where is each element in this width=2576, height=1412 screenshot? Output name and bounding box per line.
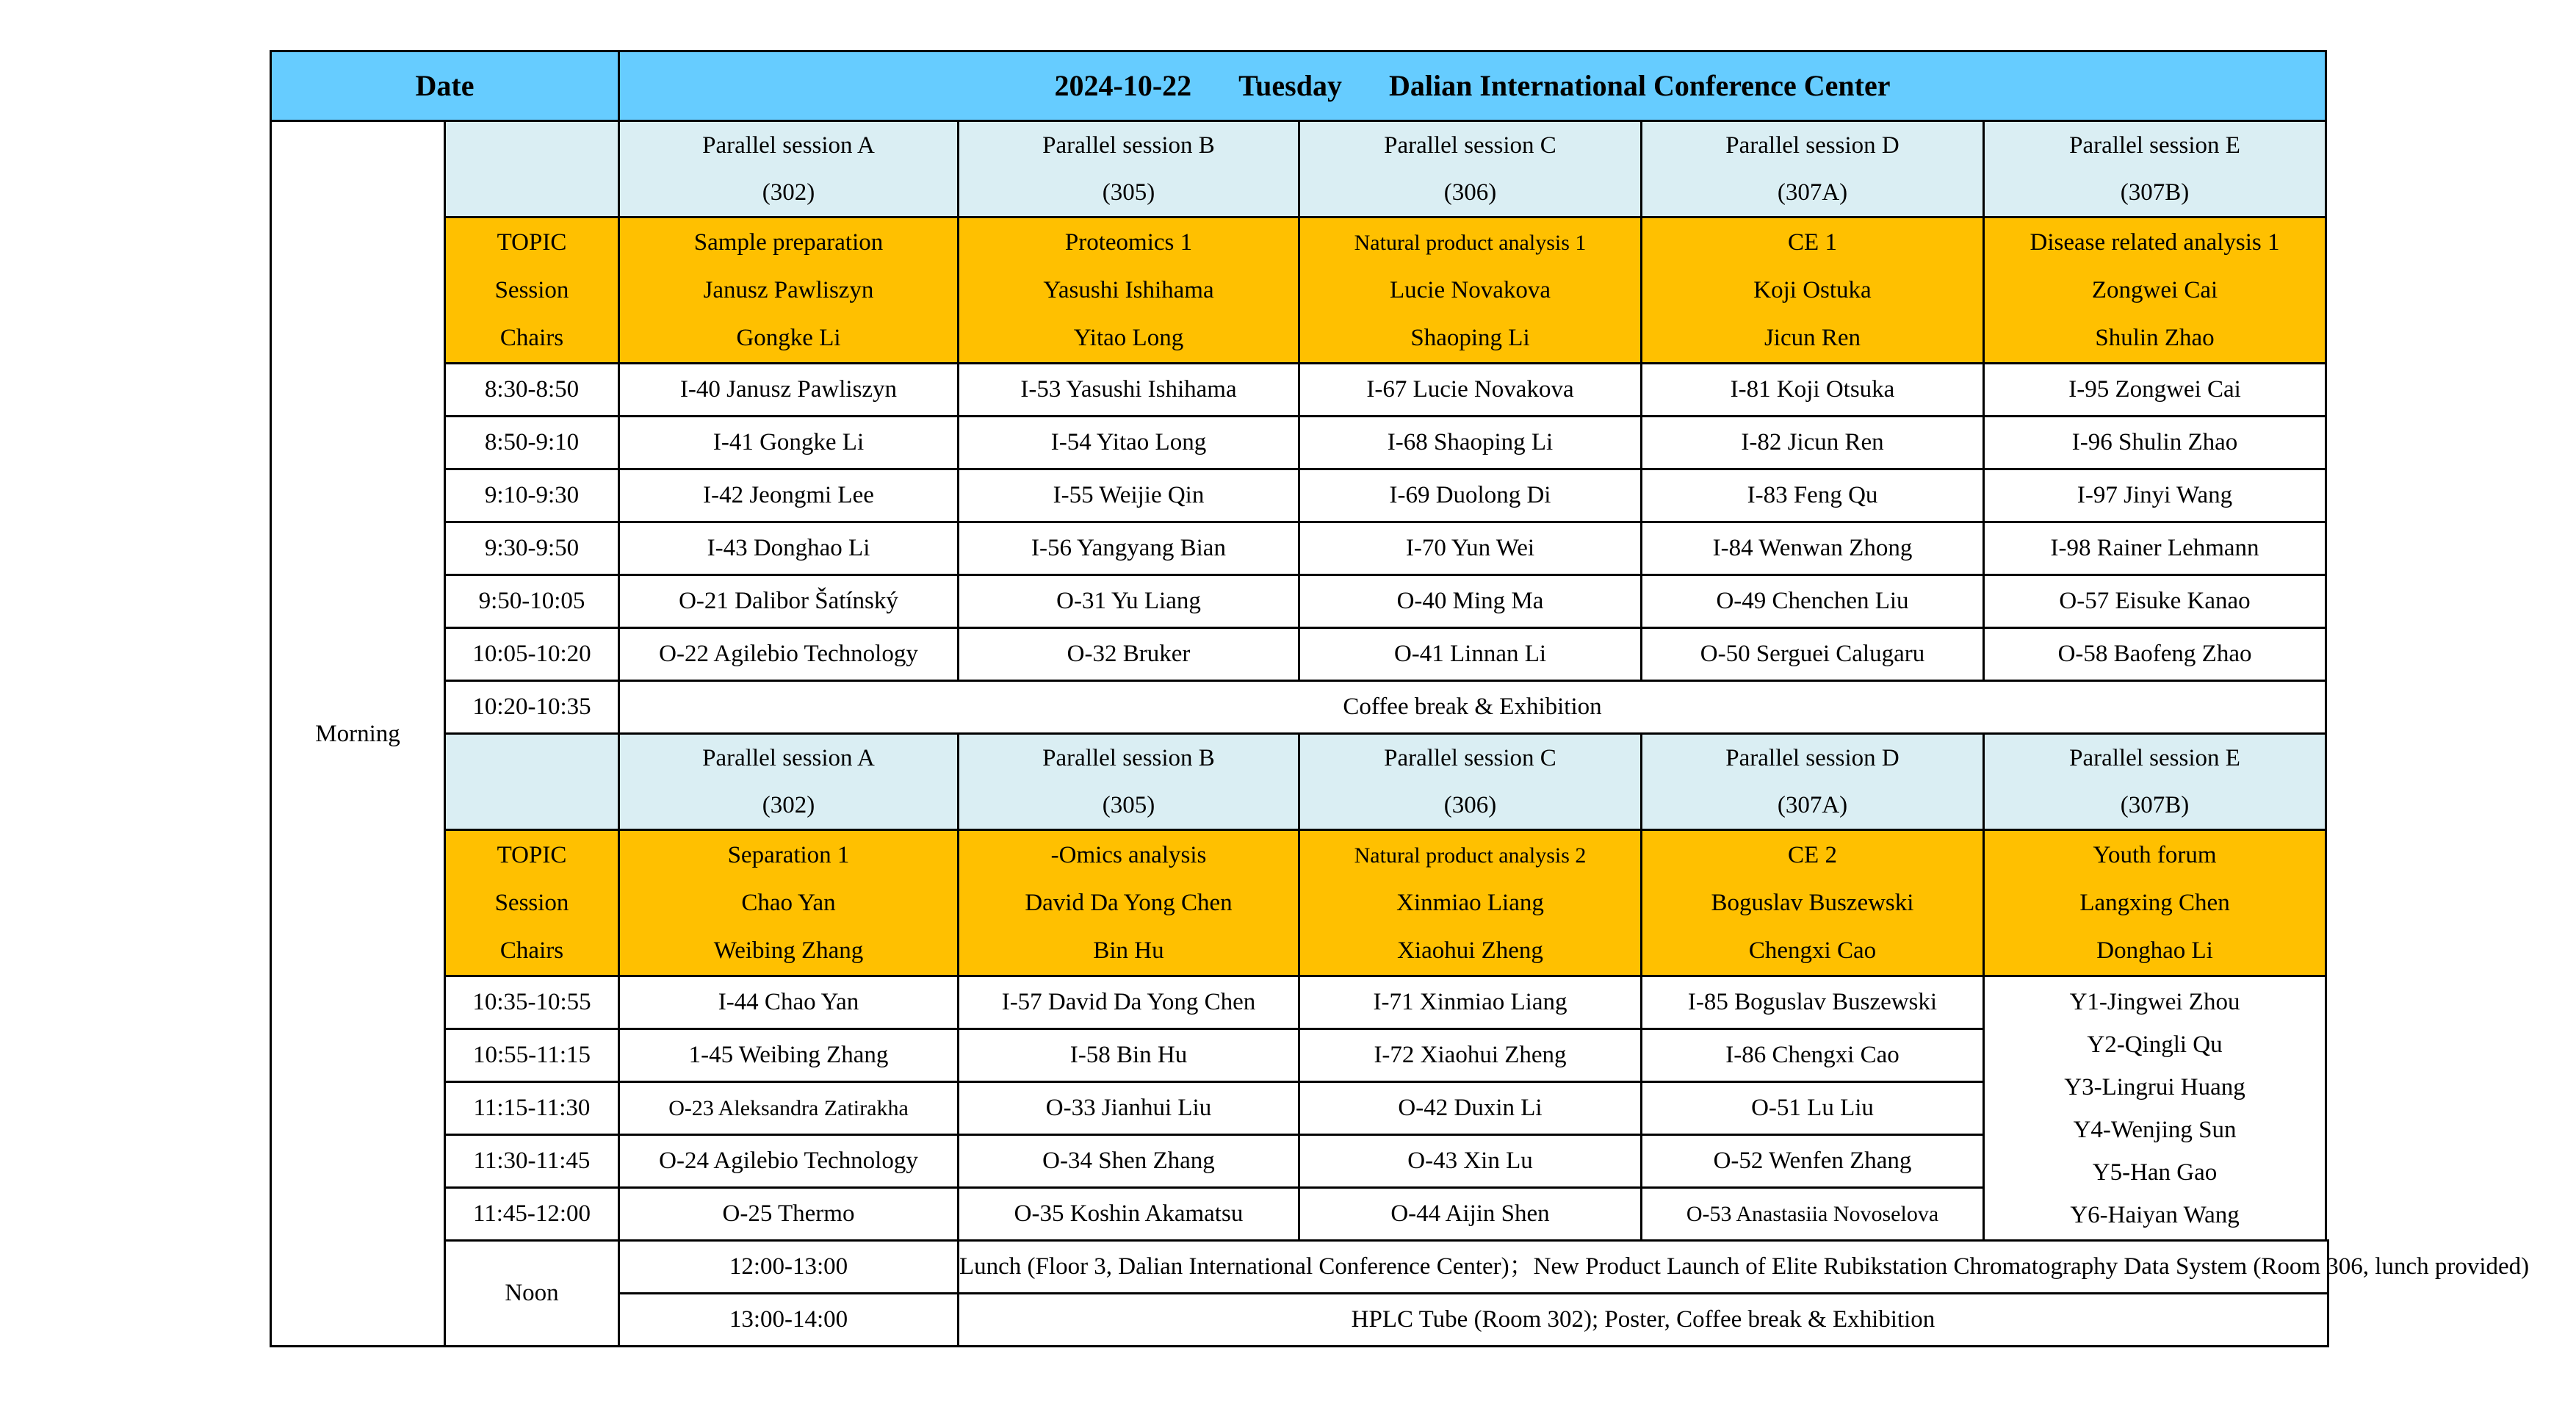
- chair-name: Koji Ostuka: [1753, 276, 1872, 303]
- session-header: [619, 734, 959, 830]
- talk-cell: I-82 Jicun Ren: [1642, 417, 1984, 469]
- chair-name: Boguslav Buszewski: [1711, 889, 1914, 916]
- talk-cell: O-31 Yu Liang: [959, 575, 1299, 628]
- topic-title: Youth forum: [2093, 841, 2217, 868]
- lunch-event: Lunch (Floor 3, Dalian International Conference Center)；New Product Launch of Elite Rubikstation Chromatography Data System (Room 306, lunch provided): [959, 1241, 2328, 1294]
- talk-cell: I-58 Bin Hu: [959, 1029, 1299, 1082]
- talk-cell: O-22 Agilebio Technology: [619, 628, 959, 681]
- youth-speaker: Y2-Qingli Qu: [2087, 1031, 2223, 1058]
- coffee-break: Coffee break & Exhibition: [619, 681, 2326, 734]
- topic-cell: [1299, 830, 1642, 976]
- noon-row: [271, 1241, 2328, 1294]
- date-venue-title: [619, 51, 2326, 121]
- chair-name: Zongwei Cai: [2091, 276, 2218, 303]
- topic-labels: TOPIC Session Chairs: [445, 830, 619, 976]
- session-name: Parallel session E: [2069, 745, 2240, 771]
- date-label: Date: [271, 51, 619, 121]
- topic-title: -Omics analysis: [1050, 841, 1207, 868]
- topic-row: [271, 830, 2328, 976]
- session-room: (306): [1443, 792, 1497, 818]
- session-name: Parallel session D: [1725, 745, 1899, 771]
- slot-time: 9:10-9:30: [445, 469, 619, 522]
- talk-cell: O-34 Shen Zhang: [959, 1135, 1299, 1188]
- period-morning: Morning: [271, 121, 445, 1347]
- talk-cell: I-85 Boguslav Buszewski: [1642, 976, 1984, 1029]
- topic-title: Disease related analysis 1: [2030, 228, 2280, 256]
- session-room: (302): [762, 792, 815, 818]
- talk-cell: O-58 Baofeng Zhao: [1984, 628, 2326, 681]
- chair-name: Weibing Zhang: [713, 937, 864, 964]
- session-room: (305): [1102, 179, 1155, 206]
- timeslot-row: [271, 522, 2328, 575]
- talk-cell: I-95 Zongwei Cai: [1984, 364, 2326, 417]
- talk-cell: I-44 Chao Yan: [619, 976, 959, 1029]
- slot-time: 9:50-10:05: [445, 575, 619, 628]
- topic-title: Separation 1: [727, 841, 850, 868]
- talk-cell: O-32 Bruker: [959, 628, 1299, 681]
- session-room: (306): [1443, 179, 1497, 206]
- session-name: Parallel session A: [702, 132, 875, 159]
- schedule-table: [270, 50, 2530, 1347]
- session-header: [959, 734, 1299, 830]
- slot-time: 8:30-8:50: [445, 364, 619, 417]
- slot-time: 11:15-11:30: [445, 1082, 619, 1135]
- session-name: Parallel session C: [1384, 132, 1556, 159]
- topic-cell: [619, 217, 959, 364]
- chair-name: Yitao Long: [1073, 324, 1184, 351]
- topic-cell: [1299, 217, 1642, 364]
- youth-speaker: Y3-Lingrui Huang: [2064, 1073, 2245, 1101]
- session-name: Parallel session E: [2069, 132, 2240, 159]
- slot-time: 10:05-10:20: [445, 628, 619, 681]
- weekday: Tuesday: [1238, 69, 1342, 102]
- talk-cell: O-53 Anastasiia Novoselova: [1642, 1188, 1984, 1241]
- period-noon: Noon: [445, 1241, 619, 1347]
- talk-cell: I-56 Yangyang Bian: [959, 522, 1299, 575]
- talk-cell: I-69 Duolong Di: [1299, 469, 1642, 522]
- talk-cell: I-42 Jeongmi Lee: [619, 469, 959, 522]
- talk-cell: I-57 David Da Yong Chen: [959, 976, 1299, 1029]
- talk-cell: O-51 Lu Liu: [1642, 1082, 1984, 1135]
- talk-cell: I-67 Lucie Novakova: [1299, 364, 1642, 417]
- topic-cell: [959, 217, 1299, 364]
- session-header: [1299, 734, 1642, 830]
- topic-title: Natural product analysis 2: [1354, 843, 1587, 868]
- session-venue-row: [271, 734, 2328, 830]
- topic-title: CE 2: [1788, 841, 1837, 868]
- topic-cell: [959, 830, 1299, 976]
- afternoon-event: HPLC Tube (Room 302); Poster, Coffee break & Exhibition: [959, 1294, 2328, 1347]
- topic-cell: [1642, 830, 1984, 976]
- timeslot-row: [271, 469, 2328, 522]
- talk-cell: I-41 Gongke Li: [619, 417, 959, 469]
- break-row: [271, 681, 2328, 734]
- slot-time: 11:45-12:00: [445, 1188, 619, 1241]
- chair-name: Yasushi Ishihama: [1043, 276, 1214, 303]
- session-header: [1984, 121, 2326, 217]
- session-room: (307B): [2120, 792, 2190, 818]
- talk-cell: O-50 Serguei Calugaru: [1642, 628, 1984, 681]
- session-header: [1299, 121, 1642, 217]
- venue-row-blank: [445, 734, 619, 830]
- topic-title: Sample preparation: [693, 228, 884, 256]
- session-header: [959, 121, 1299, 217]
- slot-time: 10:20-10:35: [445, 681, 619, 734]
- chair-name: Janusz Pawliszyn: [703, 276, 874, 303]
- talk-cell: I-53 Yasushi Ishihama: [959, 364, 1299, 417]
- chair-name: Chengxi Cao: [1748, 937, 1877, 964]
- talk-cell: O-33 Jianhui Liu: [959, 1082, 1299, 1135]
- session-room: (307B): [2120, 179, 2190, 206]
- timeslot-row: [271, 417, 2328, 469]
- talk-cell: O-24 Agilebio Technology: [619, 1135, 959, 1188]
- venue-name: Dalian International Conference Center: [1389, 69, 1891, 102]
- talk-cell: I-40 Janusz Pawliszyn: [619, 364, 959, 417]
- talk-cell: I-54 Yitao Long: [959, 417, 1299, 469]
- talk-cell: O-52 Wenfen Zhang: [1642, 1135, 1984, 1188]
- session-header: [619, 121, 959, 217]
- talk-cell: I-81 Koji Otsuka: [1642, 364, 1984, 417]
- timeslot-row: [271, 575, 2328, 628]
- talk-cell: O-25 Thermo: [619, 1188, 959, 1241]
- slot-time: 10:35-10:55: [445, 976, 619, 1029]
- talk-cell: O-43 Xin Lu: [1299, 1135, 1642, 1188]
- topic-cell: [1642, 217, 1984, 364]
- talk-cell: O-44 Aijin Shen: [1299, 1188, 1642, 1241]
- slot-time: 12:00-13:00: [619, 1241, 959, 1294]
- youth-speaker: Y4-Wenjing Sun: [2073, 1116, 2237, 1143]
- session-room: (307A): [1777, 179, 1848, 206]
- talk-cell: O-57 Eisuke Kanao: [1984, 575, 2326, 628]
- chair-name: Jicun Ren: [1764, 324, 1861, 351]
- session-header: [1642, 734, 1984, 830]
- session-name: Parallel session A: [702, 745, 875, 771]
- timeslot-row: [271, 976, 2328, 1029]
- session-room: (305): [1102, 792, 1155, 818]
- chair-name: Chao Yan: [741, 889, 836, 916]
- session-name: Parallel session B: [1042, 132, 1215, 159]
- session-room: (307A): [1777, 792, 1848, 818]
- slot-time: 10:55-11:15: [445, 1029, 619, 1082]
- chair-name: Bin Hu: [1093, 937, 1164, 964]
- talk-cell: I-83 Feng Qu: [1642, 469, 1984, 522]
- timeslot-row: [271, 628, 2328, 681]
- talk-cell: O-21 Dalibor Šatínský: [619, 575, 959, 628]
- slot-time: 9:30-9:50: [445, 522, 619, 575]
- talk-cell: O-42 Duxin Li: [1299, 1082, 1642, 1135]
- chair-name: Xiaohui Zheng: [1397, 937, 1543, 964]
- talk-cell: I-68 Shaoping Li: [1299, 417, 1642, 469]
- talk-cell: I-97 Jinyi Wang: [1984, 469, 2326, 522]
- chair-name: Shaoping Li: [1410, 324, 1530, 351]
- session-header: [1642, 121, 1984, 217]
- topic-title: CE 1: [1788, 228, 1837, 256]
- date-value: 2024-10-22: [1054, 69, 1192, 102]
- talk-cell: I-86 Chengxi Cao: [1642, 1029, 1984, 1082]
- session-name: Parallel session D: [1725, 132, 1899, 159]
- topic-row: [271, 217, 2328, 364]
- slot-time: 11:30-11:45: [445, 1135, 619, 1188]
- topic-labels: TOPIC Session Chairs: [445, 217, 619, 364]
- chair-name: Shulin Zhao: [2095, 324, 2215, 351]
- talk-cell: I-96 Shulin Zhao: [1984, 417, 2326, 469]
- talk-cell: I-84 Wenwan Zhong: [1642, 522, 1984, 575]
- talk-cell: O-40 Ming Ma: [1299, 575, 1642, 628]
- talk-cell: I-98 Rainer Lehmann: [1984, 522, 2326, 575]
- slot-time: 13:00-14:00: [619, 1294, 959, 1347]
- venue-row-blank: [445, 121, 619, 217]
- topic-title: Proteomics 1: [1064, 228, 1193, 256]
- talk-cell: I-43 Donghao Li: [619, 522, 959, 575]
- youth-speaker: Y6-Haiyan Wang: [2070, 1201, 2240, 1228]
- session-name: Parallel session B: [1042, 745, 1215, 771]
- talk-cell: I-72 Xiaohui Zheng: [1299, 1029, 1642, 1082]
- topic-title: Natural product analysis 1: [1354, 230, 1587, 255]
- talk-cell: 1-45 Weibing Zhang: [619, 1029, 959, 1082]
- session-name: Parallel session C: [1384, 745, 1556, 771]
- talk-cell: O-41 Linnan Li: [1299, 628, 1642, 681]
- topic-cell: [1984, 830, 2326, 976]
- talk-cell: O-49 Chenchen Liu: [1642, 575, 1984, 628]
- chair-name: Langxing Chen: [2079, 889, 2230, 916]
- youth-forum-list: [1984, 976, 2326, 1241]
- header-row: [271, 51, 2328, 121]
- talk-cell: I-71 Xinmiao Liang: [1299, 976, 1642, 1029]
- chair-name: Lucie Novakova: [1390, 276, 1551, 303]
- session-room: (302): [762, 179, 815, 206]
- topic-cell: [1984, 217, 2326, 364]
- talk-cell: O-23 Aleksandra Zatirakha: [619, 1082, 959, 1135]
- slot-time: 8:50-9:10: [445, 417, 619, 469]
- timeslot-row: [271, 364, 2328, 417]
- youth-speaker: Y5-Han Gao: [2092, 1159, 2218, 1186]
- topic-cell: [619, 830, 959, 976]
- chair-name: Xinmiao Liang: [1396, 889, 1544, 916]
- talk-cell: O-35 Koshin Akamatsu: [959, 1188, 1299, 1241]
- talk-cell: I-55 Weijie Qin: [959, 469, 1299, 522]
- chair-name: David Da Yong Chen: [1025, 889, 1233, 916]
- youth-speaker: Y1-Jingwei Zhou: [2069, 988, 2240, 1015]
- chair-name: Donghao Li: [2096, 937, 2213, 964]
- chair-name: Gongke Li: [736, 324, 841, 351]
- talk-cell: I-70 Yun Wei: [1299, 522, 1642, 575]
- session-header: [1984, 734, 2326, 830]
- session-venue-row: [271, 121, 2328, 217]
